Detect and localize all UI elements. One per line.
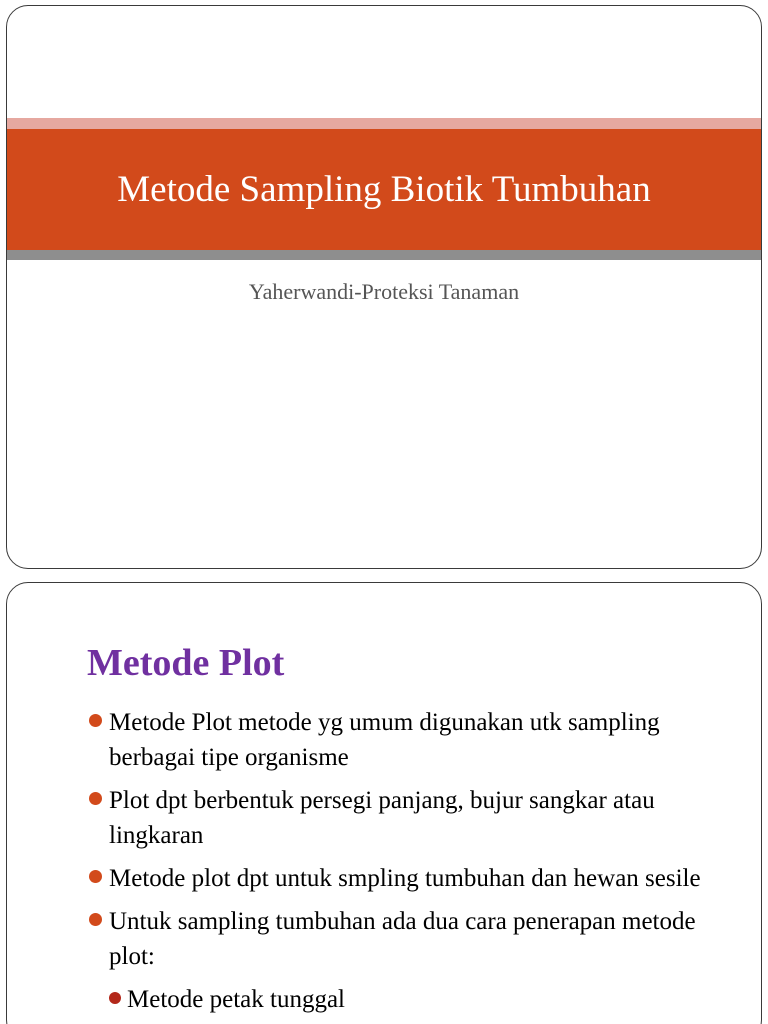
title-band-bottom-stripe <box>7 250 761 260</box>
title-slide <box>6 5 762 569</box>
slide-subtitle: Yaherwandi-Proteksi Tanaman <box>248 279 520 304</box>
bullet-item <box>87 783 737 853</box>
content-slide <box>6 582 762 1024</box>
bullet-dot-icon <box>89 870 102 883</box>
bullet-dot-icon <box>89 792 102 805</box>
bullet-item <box>87 861 737 896</box>
title-band <box>7 129 761 250</box>
content-slide-title: Metode Plot <box>87 642 285 684</box>
sub-bullet-dot-icon <box>109 992 121 1004</box>
bullet-list <box>87 705 737 1017</box>
sub-bullet-item <box>87 982 737 1017</box>
sub-bullet-text: Metode petak tunggal <box>127 986 345 1013</box>
title-band-top-stripe <box>7 118 761 129</box>
bullet-dot-icon <box>89 913 102 926</box>
bullet-item <box>87 904 737 974</box>
bullet-dot-icon <box>89 714 102 727</box>
bullet-text: Plot dpt berbentuk persegi panjang, bujur sangkar atau lingkaran <box>109 787 655 849</box>
slide-title: Metode Sampling Biotik Tumbuhan <box>117 169 651 210</box>
bullet-text: Untuk sampling tumbuhan ada dua cara penerapan metode plot: <box>109 908 696 970</box>
bullet-text: Metode plot dpt untuk smpling tumbuhan dan hewan sesile <box>109 865 701 892</box>
bullet-text: Metode Plot metode yg umum digunakan utk sampling berbagai tipe organisme <box>109 709 660 771</box>
bullet-item <box>87 705 737 775</box>
